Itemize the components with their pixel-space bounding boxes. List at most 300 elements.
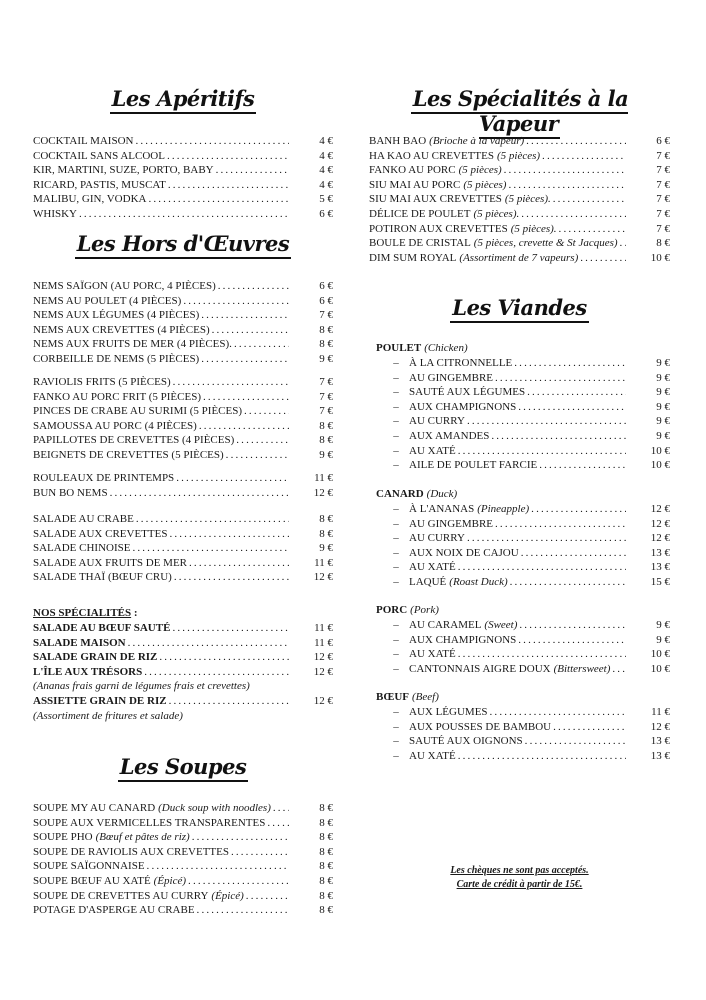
menu-item: [369, 749, 670, 764]
dash-bullet: –: [393, 532, 399, 545]
dot-leader: [199, 419, 289, 434]
dot-leader: [580, 251, 626, 266]
menu-item-note: (Épicé): [211, 889, 244, 902]
dot-leader: [212, 323, 289, 338]
menu-item: [33, 192, 333, 207]
dot-leader: [246, 889, 289, 904]
menu-item: [33, 874, 333, 889]
dot-leader: [110, 486, 289, 501]
dot-leader: [458, 647, 626, 662]
menu-item-price: 7 €: [656, 207, 670, 220]
menu-item: [33, 665, 333, 680]
menu-item-name: NEMS AUX CREVETTES (4 PIÈCES): [33, 323, 210, 336]
menu-item-price: 8 €: [319, 527, 333, 540]
menu-item-note: (5 pièces): [463, 178, 507, 191]
menu-item: [33, 486, 333, 501]
menu-item-note: (Assortiment de 7 vapeurs): [459, 251, 579, 264]
menu-item: [33, 636, 333, 651]
menu-item: [369, 618, 670, 633]
menu-item-name: AU XATÉ: [409, 648, 456, 661]
menu-item-name: HA KAO AU CREVETTES: [369, 149, 494, 162]
menu-item-name: SALADE MAISON: [33, 636, 126, 649]
dot-leader: [236, 433, 289, 448]
section-title-aperitifs: Les Apéritifs: [33, 86, 333, 111]
dot-leader: [174, 570, 289, 585]
menu-item-note: (Roast Duck): [449, 575, 508, 588]
menu-item: [369, 192, 670, 207]
menu-item-price: 4 €: [319, 178, 333, 191]
vapeur-list: [369, 134, 670, 265]
menu-item-price: 11 €: [314, 622, 333, 634]
dot-leader: [79, 207, 289, 222]
menu-item: [33, 541, 333, 556]
menu-item: [369, 207, 670, 222]
menu-item-price: 9 €: [656, 371, 670, 384]
menu-item-price: 10 €: [650, 444, 670, 457]
menu-item-name: SOUPE DE RAVIOLIS AUX CREVETTES: [33, 845, 229, 858]
dot-leader: [273, 801, 289, 816]
dash-bullet: –: [393, 575, 399, 588]
menu-item-price: 8 €: [319, 831, 333, 844]
menu-item: [33, 419, 333, 434]
menu-item-name: NEMS AU POULET (4 PIÈCES): [33, 294, 182, 307]
menu-item-name: AU XATÉ: [409, 444, 456, 457]
menu-item-price: 9 €: [656, 357, 670, 369]
menu-item-price: 8 €: [319, 874, 333, 887]
menu-item-name: SALADE AUX FRUITS DE MER: [33, 556, 188, 569]
dash-bullet: –: [393, 429, 399, 442]
menu-item-price: 11 €: [314, 636, 333, 649]
menu-item-name: SOUPE MY AU CANARD: [33, 802, 156, 814]
porc-heading: PORC (Pork): [376, 604, 439, 616]
dot-leader: [128, 636, 289, 651]
payment-note: [369, 864, 670, 892]
menu-item-price: 8 €: [319, 338, 333, 351]
menu-item-name: SAUTÉ AUX LÉGUMES: [409, 386, 526, 399]
menu-item-name: AILE DE POULET FARCIE: [409, 459, 538, 472]
menu-item-price: 8 €: [319, 513, 333, 525]
menu-item-price: 8 €: [319, 419, 333, 432]
menu-item-note: (5 pièces, crevette & St Jacques): [473, 237, 618, 250]
menu-item-name: MALIBU, GIN, VODKA: [33, 193, 147, 206]
poulet-list: [369, 356, 670, 473]
menu-item-name: WHISKY: [33, 207, 77, 220]
menu-item: [33, 308, 333, 323]
menu-item-price: 11 €: [314, 472, 333, 484]
menu-item-price: 12 €: [650, 720, 670, 733]
menu-item-price: 13 €: [650, 561, 670, 574]
dot-leader: [531, 502, 626, 517]
menu-item-note: (5 pièces).: [504, 193, 551, 206]
menu-item: [33, 694, 333, 709]
menu-item-price: 9 €: [319, 448, 333, 461]
menu-item-name: ASSIETTE GRAIN DE RIZ: [33, 694, 167, 707]
dash-bullet: –: [393, 517, 399, 530]
menu-item-name: AU XATÉ: [409, 749, 456, 762]
dot-leader: [467, 531, 626, 546]
menu-item: [33, 512, 333, 527]
menu-item-price: 4 €: [319, 164, 333, 177]
menu-item: [369, 720, 670, 735]
dot-leader: [192, 830, 289, 845]
menu-item-name: À LA CITRONNELLE: [409, 357, 513, 369]
menu-item-name: AU GINGEMBRE: [409, 371, 494, 384]
menu-item-name: AUX LÉGUMES: [409, 706, 488, 718]
section-title-soupes: Les Soupes: [33, 754, 333, 779]
menu-item: [369, 517, 670, 532]
hors-rouleaux-list: [33, 471, 333, 500]
dot-leader: [467, 414, 626, 429]
boeuf-heading: BŒUF (Beef): [376, 691, 439, 703]
menu-item: [369, 400, 670, 415]
menu-item-price: 12 €: [313, 571, 333, 584]
menu-item-price: 9 €: [319, 542, 333, 555]
menu-item: [369, 385, 670, 400]
dash-bullet: –: [393, 371, 399, 384]
dash-bullet: –: [393, 619, 399, 631]
menu-item: [369, 647, 670, 662]
menu-item: [33, 178, 333, 193]
dash-bullet: –: [393, 415, 399, 428]
menu-item-price: 8 €: [319, 323, 333, 336]
menu-item-name: FANKO AU PORC: [369, 164, 456, 177]
dot-leader: [231, 845, 289, 860]
dash-bullet: –: [393, 546, 399, 559]
dot-leader: [458, 444, 626, 459]
menu-item: [33, 830, 333, 845]
menu-item: [33, 433, 333, 448]
dash-bullet: –: [393, 503, 399, 515]
menu-item-name: POTIRON AUX CREVETTES: [369, 222, 508, 235]
menu-item-price: 8 €: [319, 802, 333, 814]
dot-leader: [508, 178, 626, 193]
menu-item: [33, 323, 333, 338]
menu-item-price: 15 €: [650, 575, 670, 588]
menu-item-price: 4 €: [319, 149, 333, 162]
boeuf-block: [369, 690, 670, 763]
dot-leader: [136, 512, 289, 527]
dot-leader: [244, 404, 289, 419]
menu-item: [33, 556, 333, 571]
menu-item-price: 13 €: [650, 546, 670, 559]
dot-leader: [148, 192, 289, 207]
menu-item-price: 8 €: [319, 904, 333, 917]
menu-item-name: AU CURRY: [409, 532, 465, 545]
menu-item-note: (Pineapple): [477, 503, 530, 515]
menu-item-price: 12 €: [650, 503, 670, 515]
menu-item-name: SAMOUSSA AU PORC (4 PIÈCES): [33, 419, 197, 432]
menu-item-name: AUX CHAMPIGNONS: [409, 633, 517, 646]
menu-item-price: 6 €: [656, 135, 670, 147]
dot-leader: [553, 192, 626, 207]
dot-leader: [172, 621, 289, 636]
menu-item: [369, 458, 670, 473]
menu-item-name: SALADE THAÏ (BŒUF CRU): [33, 571, 172, 584]
payment-note-cheques: Les chèques ne sont pas acceptés.: [450, 865, 589, 876]
menu-item: [369, 251, 670, 266]
menu-item: [369, 560, 670, 575]
menu-item-name: SOUPE SAÏGONNAISE: [33, 860, 145, 873]
menu-item-name: AUX AMANDES: [409, 429, 490, 442]
menu-item-name: SALADE AUX CREVETTES: [33, 527, 168, 540]
menu-item: [33, 650, 333, 665]
dot-leader: [510, 575, 626, 590]
menu-item-name: SALADE AU BŒUF SAUTÉ: [33, 622, 171, 634]
dot-leader: [458, 749, 626, 764]
menu-item-note: (Sweet): [484, 619, 518, 631]
menu-item: [33, 448, 333, 463]
poulet-heading: POULET (Chicken): [376, 342, 468, 354]
menu-item: [369, 502, 670, 517]
menu-item-price: 7 €: [319, 390, 333, 403]
menu-item-name: AU XATÉ: [409, 561, 456, 574]
dot-leader: [135, 134, 289, 149]
menu-item-name: SOUPE PHO: [33, 831, 93, 844]
menu-item-name: KIR, MARTINI, SUZE, PORTO, BABY: [33, 164, 214, 177]
menu-item-name: (Ananas frais garni de légumes frais et crevettes): [33, 680, 250, 693]
dot-leader: [168, 178, 289, 193]
menu-item-note: (Duck soup with noodles): [158, 802, 271, 814]
menu-item-name: DÉLICE DE POULET: [369, 207, 471, 220]
hors-frits-list: [33, 375, 333, 463]
menu-item: [369, 429, 670, 444]
menu-item-name: ROULEAUX DE PRINTEMPS: [33, 472, 175, 484]
dash-bullet: –: [393, 749, 399, 762]
menu-item: [369, 134, 670, 149]
section-title-viandes: Les Viandes: [369, 295, 670, 320]
menu-item: [369, 546, 670, 561]
menu-item-name: CORBEILLE DE NEMS (5 PIÈCES): [33, 352, 200, 365]
menu-item-price: 4 €: [319, 135, 333, 147]
menu-item: [33, 352, 333, 367]
menu-item: [33, 294, 333, 309]
menu-item-name: LAQUÉ: [409, 575, 447, 588]
menu-item-price: 7 €: [656, 149, 670, 162]
menu-item: [33, 889, 333, 904]
menu-item: [33, 527, 333, 542]
menu-item: [369, 662, 670, 677]
menu-item: [33, 801, 333, 816]
menu-item: [369, 633, 670, 648]
menu-item: [369, 444, 670, 459]
menu-item-price: 8 €: [319, 434, 333, 447]
dash-bullet: –: [393, 662, 399, 675]
menu-item-name: AU CURRY: [409, 415, 465, 428]
menu-item-price: 10 €: [650, 459, 670, 472]
menu-item-name: BUN BO NEMS: [33, 486, 108, 499]
menu-item-price: 13 €: [650, 749, 670, 762]
porc-block: [369, 603, 670, 676]
menu-item-name: (Assortiment de fritures et salade): [33, 709, 183, 722]
menu-item-price: 8 €: [319, 889, 333, 902]
menu-item: [33, 621, 333, 636]
dash-bullet: –: [393, 706, 399, 718]
menu-item-name: L'ÎLE AUX TRÉSORS: [33, 665, 143, 678]
menu-item-description: [33, 679, 333, 694]
dash-bullet: –: [393, 720, 399, 733]
menu-item-note: (Bittersweet): [553, 662, 611, 675]
menu-item-price: 12 €: [313, 694, 333, 707]
menu-item: [33, 816, 333, 831]
canard-list: [369, 502, 670, 590]
dot-leader: [526, 134, 626, 149]
menu-item: [33, 207, 333, 222]
dot-leader: [197, 903, 289, 918]
dot-leader: [173, 375, 289, 390]
menu-item-note: (Bœuf et pâtes de riz): [95, 831, 190, 844]
menu-item: [33, 859, 333, 874]
menu-item-price: 10 €: [650, 662, 670, 675]
dot-leader: [201, 308, 289, 323]
menu-item-price: 8 €: [319, 845, 333, 858]
section-title-vapeur: Les Spécialités à la Vapeur: [369, 86, 670, 136]
menu-item: [369, 222, 670, 237]
menu-item-name: AUX CHAMPIGNONS: [409, 400, 517, 413]
dash-bullet: –: [393, 561, 399, 574]
menu-item-price: 10 €: [650, 648, 670, 661]
menu-item: [33, 390, 333, 405]
dot-leader: [542, 149, 626, 164]
menu-item-name: COCKTAIL MAISON: [33, 135, 134, 147]
menu-item-price: 9 €: [319, 352, 333, 365]
menu-item-name: SOUPE BŒUF AU XATÉ: [33, 874, 151, 887]
dot-leader: [226, 448, 289, 463]
menu-item-name: RAVIOLIS FRITS (5 PIÈCES): [33, 376, 171, 388]
menu-item: [33, 903, 333, 918]
dot-leader: [147, 859, 289, 874]
menu-item: [369, 531, 670, 546]
menu-item: [33, 279, 333, 294]
menu-item-name: FANKO AU PORC FRIT (5 PIÈCES): [33, 390, 201, 403]
menu-item-price: 9 €: [656, 619, 670, 631]
menu-item-price: 7 €: [319, 309, 333, 322]
menu-item-name: DIM SUM ROYAL: [369, 251, 457, 264]
menu-item: [369, 236, 670, 251]
dash-bullet: –: [393, 459, 399, 472]
menu-item-price: 8 €: [656, 237, 670, 250]
dot-leader: [267, 816, 289, 831]
dot-leader: [234, 337, 289, 352]
dot-leader: [620, 236, 626, 251]
dot-leader: [167, 149, 289, 164]
dash-bullet: –: [393, 386, 399, 399]
menu-item-name: NEMS SAÏGON (AU PORC, 4 PIÈCES): [33, 280, 216, 292]
dash-bullet: –: [393, 357, 399, 369]
aperitifs-list: [33, 134, 333, 222]
menu-item-name: SIU MAI AU PORC: [369, 178, 461, 191]
canard-heading: CANARD (Duck): [376, 488, 458, 500]
menu-item-price: 9 €: [656, 633, 670, 646]
dash-bullet: –: [393, 735, 399, 748]
dot-leader: [491, 429, 626, 444]
menu-item-note: (Épicé): [153, 874, 187, 887]
dot-leader: [518, 633, 626, 648]
menu-item: [33, 149, 333, 164]
menu-item-name: AUX POUSSES DE BAMBOU: [409, 720, 552, 733]
menu-item: [33, 375, 333, 390]
menu-item-price: 9 €: [656, 400, 670, 413]
menu-item: [33, 471, 333, 486]
menu-item-name: SOUPE DE CREVETTES AU CURRY: [33, 889, 209, 902]
dash-bullet: –: [393, 633, 399, 646]
menu-item-name: PAPILLOTES DE CREVETTES (4 PIÈCES): [33, 434, 235, 447]
menu-item-name: NEMS AUX LÉGUMES (4 PIÈCES): [33, 309, 200, 322]
section-title-hors-doeuvres: Les Hors d'Œuvres: [33, 231, 333, 256]
menu-item: [33, 570, 333, 585]
dot-leader: [189, 556, 289, 571]
payment-note-card: Carte de crédit à partir de 15€.: [456, 879, 583, 890]
menu-item-price: 7 €: [319, 376, 333, 388]
menu-item-name: SOUPE AUX VERMICELLES TRANSPARENTES: [33, 816, 266, 829]
dot-leader: [169, 694, 289, 709]
dash-bullet: –: [393, 648, 399, 661]
menu-item-name: AU GINGEMBRE: [409, 517, 494, 530]
dot-leader: [176, 471, 289, 486]
menu-item: [33, 337, 333, 352]
menu-item: [369, 149, 670, 164]
porc-list: [369, 618, 670, 676]
menu-item-price: 10 €: [650, 251, 670, 264]
dot-leader: [169, 527, 289, 542]
menu-item-note: (5 pièces).: [473, 207, 520, 220]
menu-item-price: 9 €: [656, 386, 670, 399]
menu-item-price: 7 €: [656, 193, 670, 206]
dash-bullet: –: [393, 400, 399, 413]
dot-leader: [559, 222, 626, 237]
specialites-heading: NOS SPÉCIALITÉS :: [33, 607, 138, 619]
menu-item-price: 7 €: [319, 405, 333, 418]
menu-item: [33, 134, 333, 149]
hors-salades-list: [33, 512, 333, 585]
menu-item-name: PINCES DE CRABE AU SURIMI (5 PIÈCES): [33, 405, 243, 418]
dot-leader: [218, 279, 289, 294]
menu-item-name: À L'ANANAS: [409, 503, 475, 515]
menu-item-name: SIU MAI AUX CREVETTES: [369, 193, 502, 206]
menu-item-name: BANH BAO: [369, 135, 427, 147]
menu-item-price: 7 €: [656, 178, 670, 191]
menu-item-price: 6 €: [319, 207, 333, 220]
menu-item-note: (Brioche à la vapeur): [429, 135, 525, 147]
menu-item: [369, 178, 670, 193]
menu-item-price: 12 €: [313, 665, 333, 678]
dot-leader: [159, 650, 289, 665]
menu-item-price: 7 €: [656, 164, 670, 177]
menu-item: [369, 705, 670, 720]
menu-item: [33, 845, 333, 860]
dot-leader: [612, 662, 626, 677]
menu-item-price: 12 €: [313, 486, 333, 499]
dot-leader: [553, 720, 626, 735]
dot-leader: [458, 560, 626, 575]
menu-item-price: 9 €: [656, 415, 670, 428]
menu-item-price: 11 €: [651, 706, 670, 718]
dot-leader: [132, 541, 289, 556]
menu-item: [369, 414, 670, 429]
soupes-list: [33, 801, 333, 918]
dot-leader: [201, 352, 289, 367]
menu-item-name: BOULE DE CRISTAL: [369, 237, 471, 250]
menu-item-price: 12 €: [313, 651, 333, 664]
dot-leader: [144, 665, 289, 680]
dot-leader: [490, 705, 626, 720]
menu-item-name: SALADE GRAIN DE RIZ: [33, 651, 158, 664]
menu-item-name: BEIGNETS DE CREVETTES (5 PIÈCES): [33, 448, 224, 461]
hors-nems-list: [33, 279, 333, 367]
menu-item-price: 12 €: [650, 517, 670, 530]
menu-item: [33, 163, 333, 178]
boeuf-list: [369, 705, 670, 763]
dot-leader: [539, 458, 626, 473]
